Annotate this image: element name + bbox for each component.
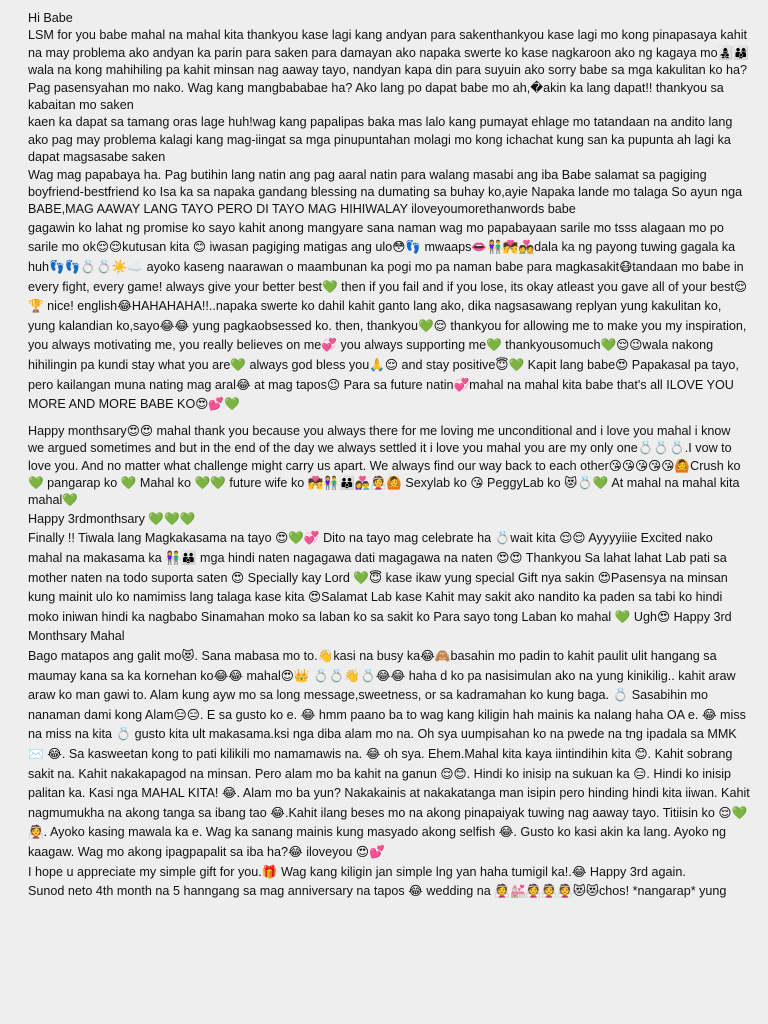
- document-body: [28, 10, 750, 902]
- paragraph: Finally !! Tiwala lang Magkakasama na tayo 😍💚💞 Dito na tayo mag celebrate ha 💍wait kita 😌😌 Ayyyyiiie Excited nako mahal na makasama ka 👫👪 mga hindi naten nagagawa dati magagawa na naten 😍😍 Thankyou Sa lahat lahat Lab pati sa mother naten na todo suporta saten 😍 Specially kay Lord 💚😇 kase ikaw yung special Gift nya sakin 😍Pasensya na minsan kung mainit ulo ko namimiss lang talaga kase kita 😍Salamat Lab kase Kahit may sakit ako nandito ka paden sa tabi ko hindi moko iniwan hindi ka nagbabo Sinamahan moko sa laban ko sa sakit ko Para sayo tong Laban ko mahal 💚 Ugh😍 Happy 3rd Monthsary Mahal: [28, 531, 732, 644]
- paragraph: kaen ka dapat sa tamang oras lage huh!wag kang papalipas baka mas lalo kang pumayat ehlage mo tatandaan na andito lang ako pag may problema kalagi kang mag-iingat sa mga pinupuntahan molagi mo kong ichachat kung san ka pupunta ah lagi ka dapat magsasabe saken: [28, 115, 733, 165]
- paragraph: Wag mag papabaya ha. Pag butihin lang natin ang pag aaral natin para walang masabi ang iba Babe salamat sa pagiging boyfriend-bestfriend ko Isa ka sa napaka gandang blessing na dumating sa buhay ko,ayie Napaka lande mo talaga So ayun nga BABE,MAG AAWAY LANG TAYO PERO DI TAYO MAG HIHIWALAY iloveyoumorethanwords babe: [28, 167, 743, 217]
- paragraph: Happy 3rdmonthsary 💚💚💚: [28, 511, 196, 526]
- paragraph: I hope u appreciate my simple gift for you.🎁 Wag kang kiligin jan simple lng yan haha tumigil ka!.😂 Happy 3rd again.: [28, 864, 686, 879]
- paragraph: Sunod neto 4th month na 5 hanngang sa mag anniversary na tapos 😂 wedding na 👰💒👰👰👰😻😻chos! *nangarap* yung: [28, 884, 727, 899]
- paragraph-spacer: [28, 415, 750, 423]
- paragraph: Happy monthsary😍😍 mahal thank you because you always there for me loving me unconditional and i love you mahal i know we argued sometimes and but in the end of the day we always settled it i love you mahal you are my only one💍💍💍.I vow to love you. And no matter what challenge might carry us apart. We always find our way back to each other😘😘😘😘😘🙆Crush ko 💚 pangarap ko 💚 Mahal ko 💚💚 future wife ko 💏👫👪👩‍❤️‍👨👰🙆 Sexylab ko 😘 PeggyLab ko 😻💍💚 At mahal na mahal kita mahal💚: [28, 423, 741, 508]
- paragraph: Bago matapos ang galit mo😻. Sana mabasa mo to.👋kasi na busy ka😂🙈basahin mo padin to kahit paulit ulit hangang sa maumay kana sa ka kornehan ko😂😂 mahal😍👑 💍💍👋💍😂😂 haha d ko pa nasisimulan ako na yung kinikilig.. kahit araw araw ko man gawi to. Alam kung ayw mo sa long message,sweetness, or sa kadramahan ko kung baga. 💍 Sasabihin mo nanaman dami kong Alam😑😑. E sa gusto ko e. 😂 hmm paano ba to wag kang kiligin hah mainis ka nalang haha OA e. 😂 miss na miss na kita 💍 gusto kita ult makasama.ksi nga diba alam mo na. Oh sya uumpisahan ko na pwede na tng ipadala sa MMK✉️ 😂. Sa kasweetan kong to pati kilikili mo namamawis na. 😂 oh sya. Ehem.Mahal kita kaya iintindihin kita 😊. Kahit sobrang sakit na. Kahit nakakapagod na minsan. Pero alam mo ba kahit na ganun 😌😊. Hindi ko inisip na sukuan ka 😑. Hindi ko inisip palitan ka. Kasi nga MAHAL KITA! 😂. Alam mo ba yun? Nakakainis at nakakatanga man isipin pero hinding hindi kita iiwan. Kahit nagmumukha na akong tanga sa ibang tao 😂.Kahit ilang beses mo na akong pinapaiyak tuwing nag aaway tayo. Titiisin ko 😌💚👰. Ayoko kasing mawala ka e. Wag ka sanang mainis kung masyado akong selfish 😂. Gusto ko kasi akin ka lang. Ayoko ng kaagaw. Wag mo akong ipagpapalit sa iba ha?😂 iloveyou 😍💕: [28, 649, 750, 859]
- greeting-line: Hi Babe: [28, 11, 73, 25]
- paragraph: gagawin ko lahat ng promise ko sayo kahit anong mangyare sana naman wag mo papabayaan sarile mo tsss alagaan mo po sarile mo ok😌😌kutusan kita 😊 iwasan pagiging matigas ang ulo😳👣 mwaaps👄👫💏💑dala ka ng payong tuwing gagala ka huh👣👣💍💍☀️☁️ ayoko kaseng naarawan o maambunan ka pogi mo pa naman babe para magkasakit😷tandaan mo babe in every fight, every game! always give your better best💚 then if you fail and if you lose, its okay atleast you gave all of your best😌🏆 nice! english😂HAHAHAHA!!..napaka swerte ko dahil kahit ganto lang ako, dika nagsasawang replyan yung kakulitan ko, yung kalandian ko,sayo😂😂 yung pagkaobsessed ko. then, thankyou💚😌 thankyou for allowing me to make you my inspiration, you always motivating me, you really believes on me💞 you always supporting me💚 thankyousomuch💚😌😉wala nakong hihilingin pa kundi stay what you are💚 always god bless you🙏😌 and stay positive😇💚 Kapit lang babe😍 Papakasal pa tayo, pero kailangan muna nating mag aral😂 at mag tapos😉 Para sa future natin💞mahal na mahal kita babe that's all ILOVE YOU MORE AND MORE BABE KO😍💕💚: [28, 220, 748, 412]
- paragraph: LSM for you babe mahal na mahal kita thankyou kase lagi kang andyan para sakenthankyou kase lagi mo kong pinapasaya kahit na may problema ako andyan ka parin para saken para damayan ako napaka swerte ko kase nagkaroon ako ng kagaya mo👩‍👧‍👦👨‍👩‍👦wala na kong mahihiling pa kahit minsan nag aaway tayo, nandyan kapa din para suyuin ako sorry babe sa mga kakulitan ko ha?Pag pasensyahan mo nako. Wag kang mangbababae ha? Ako lang po dapat babe mo ah,�akin ka lang dapat!! thankyou sa kabaitan mo saken: [28, 28, 749, 113]
